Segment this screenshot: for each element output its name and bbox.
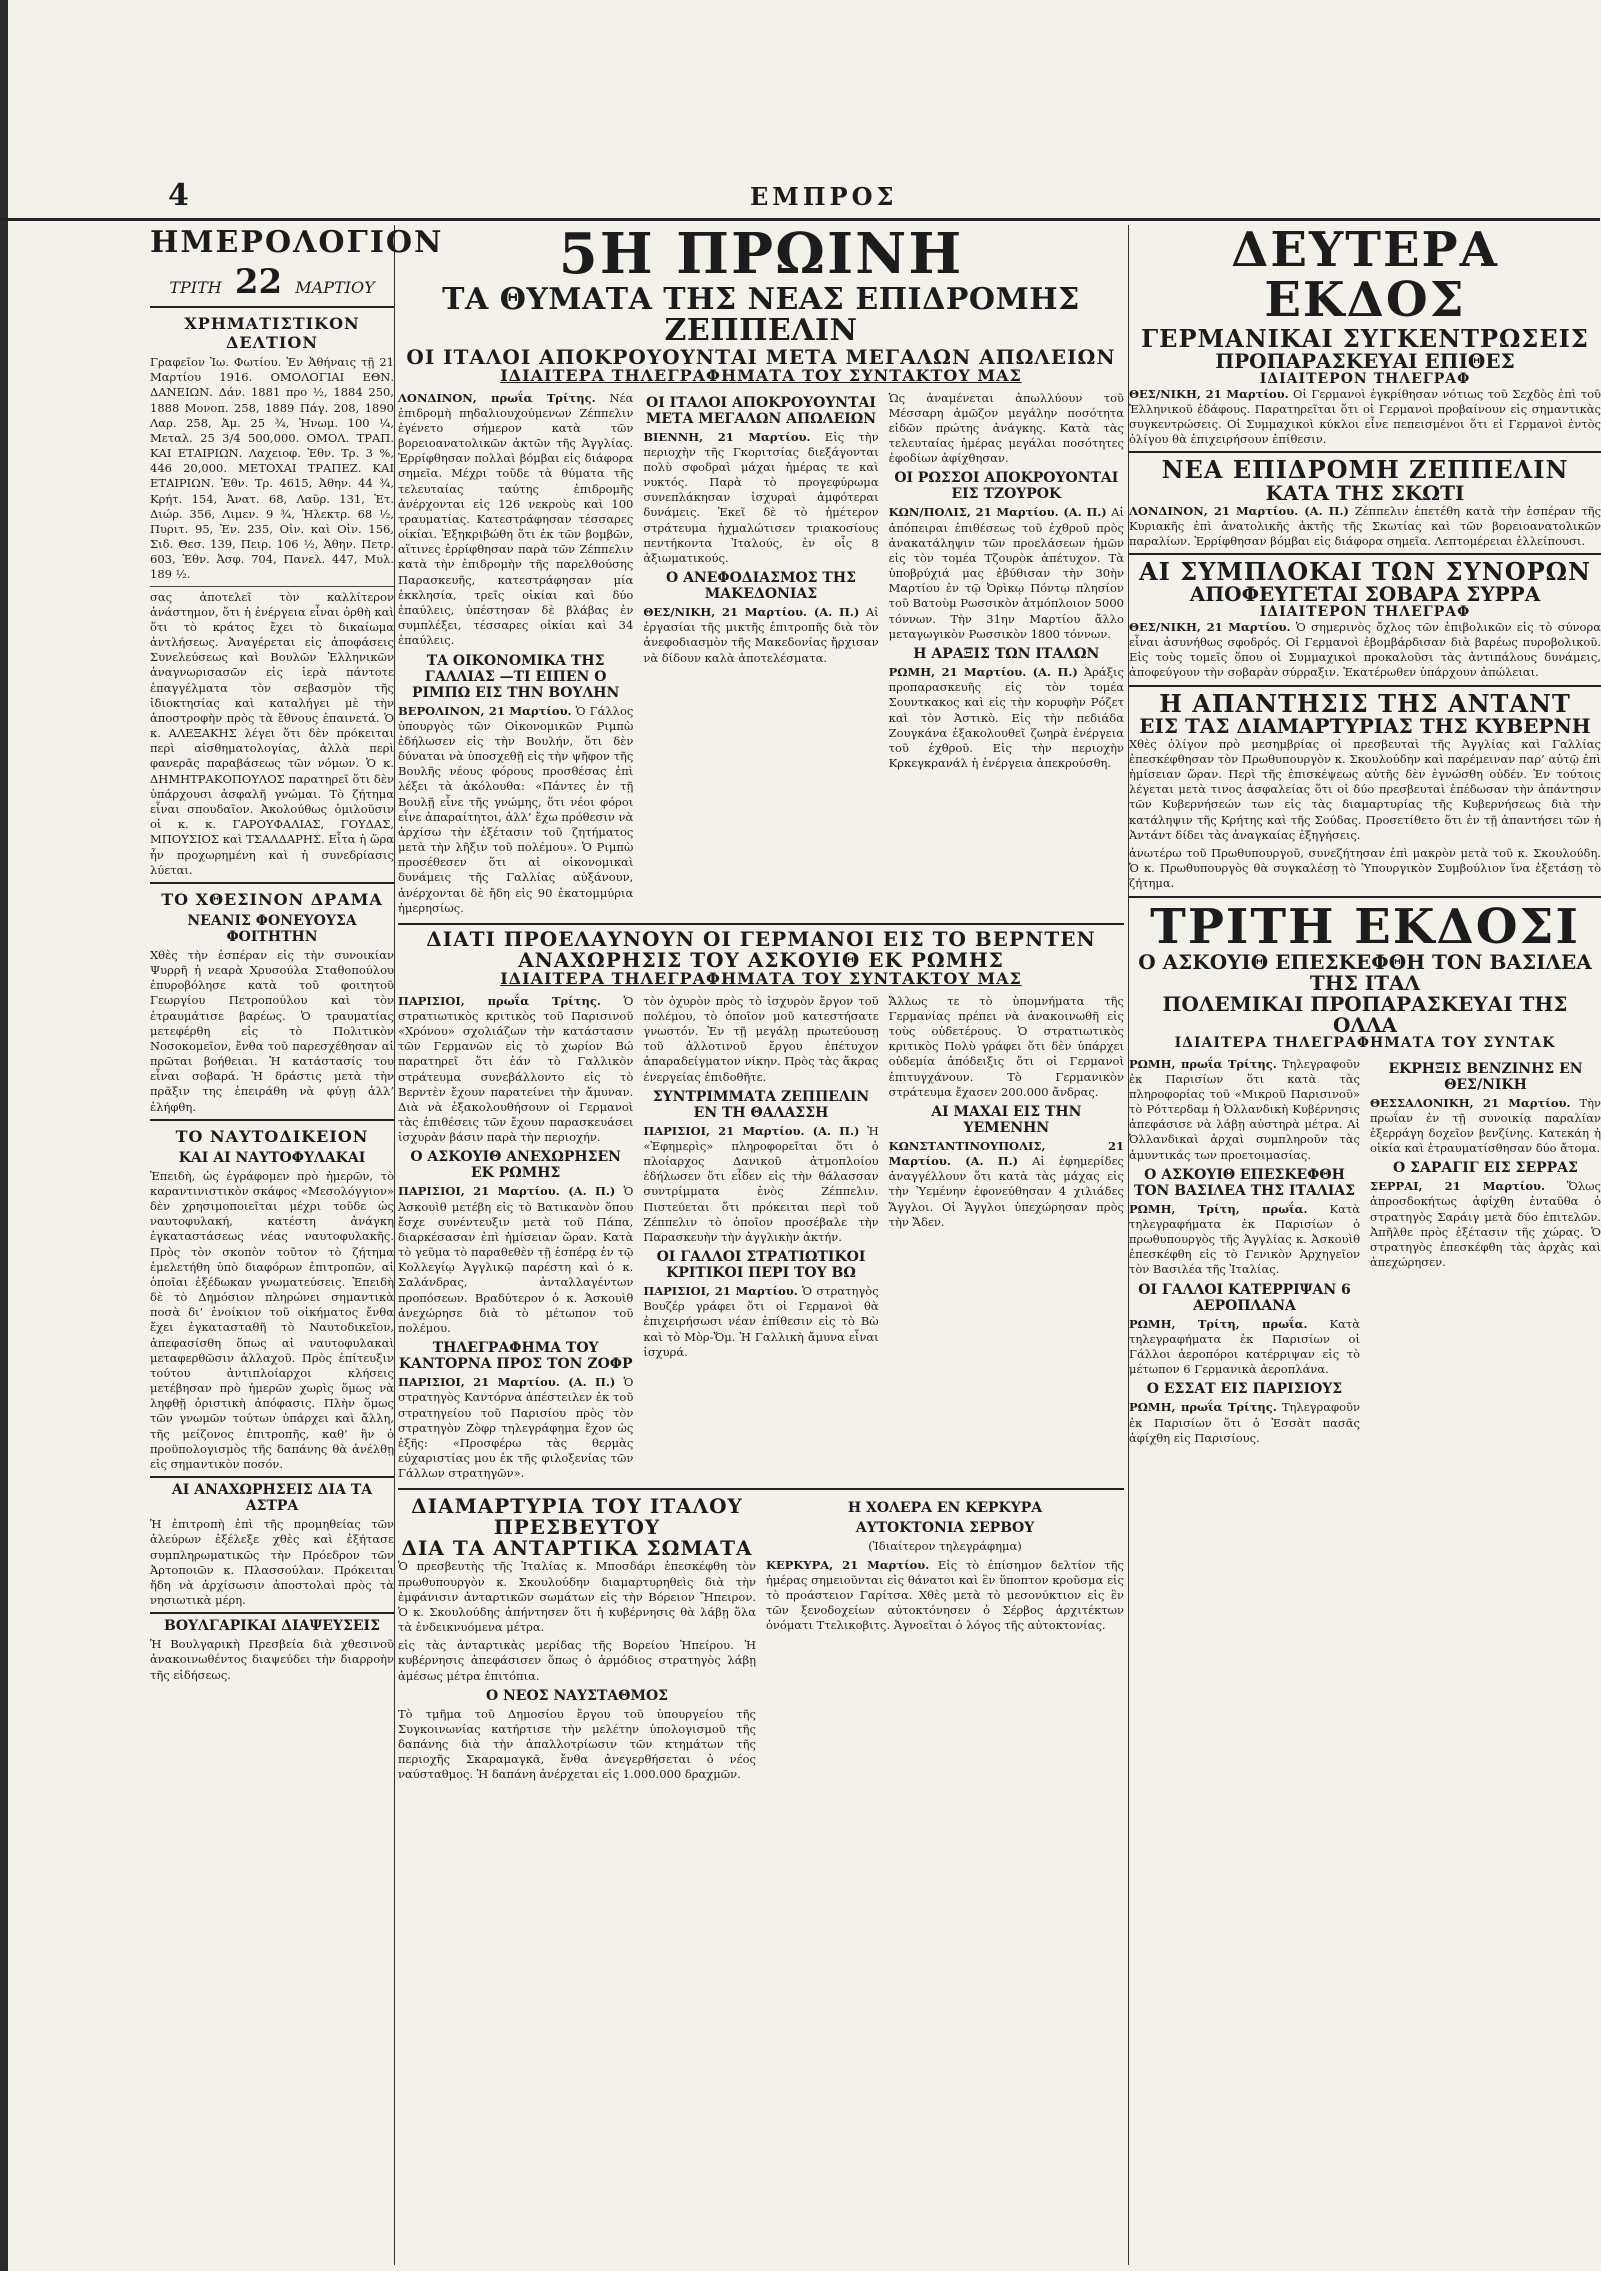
french-airplanes-heading: ΟΙ ΓΑΛΛΟΙ ΚΑΤΕΡΡΙΨΑΝ 6 ΑΕΡΟΠΛΑΝΑ (1138, 1281, 1351, 1314)
benzine-dateline: ΘΕΣΣΑΛΟΝΙΚΗ, 21 Μαρτίου. (1370, 1095, 1571, 1110)
navy-yard-text: Τὸ τμῆμα τοῦ Δημοσίου ἔργου τοῦ ὑπουργείου τῆς Συγκοινωνίας κατήρτισε τὴν μελέτην ὑπολογισμοῦ τῆς δαπάνης διὰ τὴν ἀπαλλοτρίωσιν τῶν κτημάτων τῆς περιοχῆς Σκαραμαγκᾶ, ἔνθα ἀνεγερθήσεται ὁ νέος ναύσταθμος. Ἡ δαπάνη ἀνέρχεται εἰς 1.000.000 δραχμῶν. (398, 1706, 756, 1782)
serres-text: Ὅλως ἀπροσδοκήτως ἀφίχθη ἐνταῦθα ὁ στρατηγὸς Σαράιγ μετὰ δύο ἐπιτελῶν. Ἀπῆλθε πρὸς ἐξέτασιν τῆς χώρας. Ὁ στρατηγὸς ἐπεσκέφθη τὰς ἀρχὰς καὶ ἀπεχώρησεν. (1370, 1179, 1601, 1270)
london-dateline: ΛΟΝΔΙΝΟΝ, πρωΐα Τρίτης. (398, 390, 596, 405)
entente-reply-subheadline: ΕΙΣ ΤΑΣ ΔΙΑΜΑΡΤΥΡΙΑΣ ΤΗΣ ΚΥΒΕΡΝΗ (1139, 713, 1591, 738)
special-telegrams-label: ΙΔΙΑΙΤΕΡΑ ΤΗΛΕΓΡΑΦΗΜΑΤΑ ΤΟΥ ΣΥΝΤΑΚΤΟΥ ΜΑΣ (500, 365, 1022, 385)
london-text: Νέα ἐπιδρομὴ πηδαλιουχούμενων Ζέππελιν ἐγένετο σήμερον κατὰ τῶν βορειοανατολικῶν ἀκτῶν τῆς Ἀγγλίας. Ἐρρίφθησαν πολλαὶ βόμβαι εἰς διάφορα σημεῖα. Μέχρι τοῦδε τὰ θύματα τῆς τελευταίας ταύτης ἐπιδρομῆς ἀνέρχονται εἰς 126 νεκροὺς καὶ 100 τραυματίας. Κατεστράφησαν τέσσαρες οἰκίαι. Ἐξηκριβώθη ὅτι ἐκ τῶν βομβῶν, αἵτινες ἐρρίφθησαν παρὰ τῶν Ζέππελιν κατὰ τὴν ἐπιδρομὴν τῆς παρελθούσης Παρασκευῆς, κατεστράφησαν μία ἐκκλησία, τρεῖς οἰκίαι καὶ δύο ἐπαύλεις, ὑπέστησαν δὲ βλάβας ἐν συμπλέξει, τέσσαρες οἰκίαι καὶ 34 ἐπαύλεις. (398, 390, 634, 648)
zeppelin-wreck-dateline: ΠΑΡΙΣΙΟΙ, 21 Μαρτίου. (Α. Π.) (643, 1123, 860, 1138)
right-column (1128, 222, 1601, 2265)
sarrail-heading: Ο ΣΑΡΑΓΙΓ ΕΙΣ ΣΕΡΡΑΣ (1393, 1160, 1578, 1177)
cadorna-story (398, 1375, 633, 1481)
border-clashes-dateline: ΘΕΣ/ΝΙΚΗ, 21 Μαρτίου. (1129, 619, 1291, 634)
paris-dateline: ΠΑΡΙΣΙΟΙ, πρωΐα Τρίτης. (398, 993, 601, 1008)
second-edition-banner: ΔΕΥΤΕΡΑ ΕΚΔΟΣ (1231, 222, 1499, 329)
zeppelin-wreck-heading: ΣΥΝΤΡΙΜΜΑΤΑ ΖΕΠΠΕΛΙΝ ΕΝ ΤΗ ΘΑΛΑΣΣΗ (652, 1088, 870, 1121)
cadorna-text: Ὁ στρατηγὸς Καντόρνα ἀπέστειλεν ἐκ τοῦ στρατηγείου τοῦ Παρισίου πρὸς τὸν στρατηγὸν Ζὸφρ τηλεγράφημα ἔχον ὡς ἑξῆς: «Προσφέρω τὰς θερμὰς εὐχαριστίας μου ἐκ τῆς φιλοξενίας τῶν Γάλλων στρατηγῶν». (398, 1375, 634, 1481)
supplies-text: Ὡς ἀναμένεται ἀπωλλύουν τοῦ Μέσσαρη ἀμῶζον μεγάλην ποσότητα εἰδῶν πρώτης ἀνάγκης. Κατὰ τὰς τελευταίας ἡμέρας μεγάλαι ποσότητες ἐφοδίων ἀφίχθησαν. (888, 390, 1124, 466)
zeppelin-raid-subheadline: ΚΑΤΑ ΤΗΣ ΣΚΩΤΙ (1265, 480, 1465, 505)
rome-text-1: Τηλεγραφοῦν ἐκ Παρισίων ὅτι κατὰ τὰς πληροφορίας τοῦ «Μικροῦ Παρισινοῦ» τὸ Ρόττερδαμ ἡ Ὀλλανδικὴ Κυβέρνησις ἀπεφάσισε νὰ λάβῃ αὐστηρὰ μέτρα. Αἱ Ὀλλανδικαὶ ἀρχαὶ συμπληροῦν τὰς ἀμυντικάς των προετοιμασίας. (1129, 1056, 1361, 1162)
rome-story-4 (1129, 1400, 1360, 1446)
yemen-dateline: ΚΩΝΣΤΑΝΤΙΝΟΥΠΟΛΙΣ, 21 Μαρτίου. (Α. Π.) (888, 1138, 1124, 1169)
yemen-heading: ΑΙ ΜΑΧΑΙ ΕΙΣ ΤΗΝ ΥΕΜΕΝΗΝ (931, 1103, 1082, 1136)
paper-name: ΕΜΠΡΟΣ (750, 182, 898, 211)
drama-text: Χθὲς τὴν ἑσπέραν εἰς τὴν συνοικίαν Ψυρρῆ ἡ νεαρὰ Χρυσούλα Σταθοπούλου ἐπυροβόλησε κατὰ τοῦ φοιτητοῦ Γεωργίου Πετροπούλου καὶ τὸν ἐτραυμάτισε βαρέως. Ὁ τραυματίας μετεφέρθη εἰς τὸ Πολιτικὸν Νοσοκομεῖον, ἔνθα τοῦ παρεσχέθησαν αἱ πρῶται βοήθειαι. Ἡ κατάστασίς του εἶναι σοβαρά. Ἡ δράστις μετὰ τὴν πρᾶξιν της ἐπειράθη νὰ φύγῃ ἀλλ’ ἐλήφθη. (150, 947, 394, 1114)
story-block-1 (398, 391, 1124, 919)
story-block-2 (398, 994, 1124, 1485)
center-column (398, 221, 1124, 2265)
dutch-preparations-headline: ΠΟΛΕΜΙΚΑΙ ΠΡΟΠΑΡΑΣΚΕΥΑΙ ΤΗΣ ΟΛΛΑ (1162, 991, 1568, 1037)
asquith-text: Ὁ Ἀσκουὶθ μετέβη εἰς τὸ Βατικανὸν ὅπου ἔσχε συνέντευξιν μετὰ τοῦ Πάπα, διαρκέσασαν ἐπὶ ἡμίσειαν ὥραν. Κατὰ τὸ γεῦμα τὸ παραθεθὲν τῇ ἑσπέρᾳ ἐν τῷ Κολλεγίῳ Ἀγγλικῷ παρέστη καὶ ὁ κ. Σαλάνδρας, ἀνταλλαγέντων προπόσεων. Βραδύτερον ὁ κ. Ἀσκουὶθ ἀνεχώρησε διὰ τὸ μέτωπον τοῦ πολέμου. (398, 1184, 634, 1335)
zeppelin-wreck-story (643, 1124, 878, 1245)
fortress-text: τὸν ὀχυρὸν πρὸς τὸ ἰσχυρὸν ἔργον τοῦ πολέμου, τὸ ὁποῖον μοῦ κατεστήσατε γνωστόν. Ἐν τῇ μεγάλῃ πρωτεύουσῃ τοῦ ἀλλοτινοῦ ἔργου ἐπέτυχον ἀπαραδείγματον νίκην. Πρὸς τὰς ἄκρας ἐνεργείας ἐπιδοθῆτε. (643, 993, 879, 1084)
drama-subheading: ΝΕΑΝΙΣ ΦΟΝΕΥΟΥΣΑ ΦΟΙΤΗΤΗΝ (187, 912, 357, 945)
russians-text: Αἱ ἀπόπειραι ἐπιθέσεως τοῦ ἐχθροῦ πρὸς ἀνακατάληψιν τῶν προελάσεων ἡμῶν εἰς τὸν τομέα Τζουρὸκ ἀπέτυχον. Τὰ ὑποβρύχιά μας ἐβύθισαν τὴν 30ὴν Μαρτίου ἐν τῷ Ὀρὶκῳ Πόντῳ πλησίον τοῦ Βατοὺμ Ρωσσικὸν ἀτμόπλοιον 5000 τόννων. Τὴν 31ην Μαρτίου ἄλλο μεταγωγικὸν Ρωσσικὸν 1800 τόννων. (888, 505, 1124, 641)
cholera-text: Εἰς τὸ ἐπίσημον δελτίον τῆς ἡμέρας σημειοῦνται εἰς θάνατοι καὶ ἓν ὕποπτον κροῦσμα εἰς τὸ προάστειον Γαρίτσα. Χθὲς μετὰ τὸ μεσονύκτιον εἰς ἓν τῶν ξενοδοχείων αὐτοκτόνησεν ὁ Σέρβος ἀρχιτέκτων ὀνόματι Ττελικοβιτς. Ἀγνοεῖται ὁ λόγος τῆς αὐτοκτονίας. (766, 1557, 1124, 1633)
benzine-heading: ΕΚΡΗΞΙΣ ΒΕΝΖΙΝΗΣ ΕΝ ΘΕΣ/ΝΙΚΗ (1388, 1060, 1583, 1093)
rome-text: Ἀράξις προπαρασκευῆς εἰς τὸν τομέα Σουντκακος καὶ εἰς τὴν κορυφὴν Ρόζετ καὶ τὸν Ἀστικὸ. Εἰς τὴν πεδιάδα Ζουγκάνα ἐξακολουθεῖ ζωηρὰ ἐνέργεια τοῦ ἐχθροῦ. Εἰς τὴν περιοχὴν Κρκεγκρανάλ ἡ ἐνέργεια ἀπεκρούσθη. (888, 665, 1124, 771)
yemen-story (889, 1139, 1124, 1230)
calendar-month: ΜΑΡΤΙΟΥ (295, 278, 375, 297)
benzine-text: Τὴν πρωΐαν ἐν τῇ συνοικίᾳ παραλίαν ἐξερράγη δοχεῖον βενζίνης. Κατεκάη ἡ οἰκία καὶ ἐτραυματίσθησαν δύο ἄτομα. (1370, 1095, 1601, 1156)
cholera-heading: Η ΧΟΛΕΡΑ ΕΝ ΚΕΡΚΥΡΑ (847, 1500, 1043, 1517)
drama-heading: ΤΟ ΧΘΕΣΙΝΟΝ ΔΡΑΜΑ (161, 889, 383, 909)
zeppelin-wreck-text: Ἡ «Ἐφημερὶς» πληροφορεῖται ὅτι ὁ πλοίαρχος Δανικοῦ ἀτμοπλοίου ἐδήλωσεν ὅτι εἶδεν εἰς τὴν θάλασσαν συντρίμματα ἑνὸς Ζέππελιν. Πιστεύεται ὅτι πρόκειται περὶ τοῦ Ζέππελιν τὸ ὁποῖον προσέβαλε τὴν Παρασκευὴν τὴν ἀγγλικὴν ἀκτήν. (643, 1123, 879, 1244)
entente-reply-text: Χθὲς ὀλίγον πρὸ μεσημβρίας οἱ πρεσβευταὶ τῆς Ἀγγλίας καὶ Γαλλίας ἐπεσκέφθησαν τὸν Πρωθυπουργὸν κ. Σκουλούδην καὶ παρέμειναν παρ’ αὐτῷ ἐπὶ ἡμίσειαν ὥραν. Περὶ τῆς ἐπισκέψεως αὐτῆς δὲν ἐγνώσθη οὐδέν. Ἐν τούτοις λέγεται μετὰ τινος ἀσφαλείας ὅτι οἱ δύο πρεσβευταὶ ἐπέδωσαν τὴν ἀπάντησιν τῶν Κυβερνήσεών των εἰς τὰς διαμαρτυρίας τῆς Κυβερνήσεως διὰ τὴν κατάληψιν τῆς Κρήτης καὶ τῆς Σούδας. Προσετίθετο ὅτι ἐν τῇ ἀπαντήσει τῶν ἡ Ἀντάντ δίδει τὰς ἀναγκαίας ἐξηγήσεις. (1129, 736, 1601, 842)
london-story (398, 391, 633, 649)
critics-story (643, 1284, 878, 1360)
rome-text-3: Κατὰ τηλεγραφήματα ἐκ Παρισίων οἱ Γάλλοι ἀεροπόροι κατέρριψαν εἰς τὸ μέτωπον 6 Γερμανικὰ ἀεροπλάνα. (1129, 1316, 1361, 1377)
calendar-title: ΗΜΕΡΟΛΟΓΙΟΝ (150, 225, 444, 260)
rome-story-3 (1129, 1317, 1360, 1378)
speech-text: σας ἀποτελεῖ τὸν καλλίτερον ἀνάστημον, ὅτι ἡ ἐνέργεια εἶναι ὀρθὴ καὶ ὅτι τὸ κράτος ἔχει τὸ δικαίωμα ἀντλήσεως. Ἀναγέρεται εἰς ἀποφάσεις Συνελεύσεως καὶ Βουλῶν Ἑλληνικῶν ἀναγνωρισασῶν εἰς ἱερὰ πάντοτε ἐπαγγέλματα τὸν σεβασμὸν τῆς ἰδιοκτησίας καὶ καταλήγει μὲ τὴν ἀποστροφὴν πρὸς τὰ ἔθνους ἐπαινετά. Ὁ κ. ΑΛΕΞΑΚΗΣ λέγει ὅτι δὲν πρόκειται περὶ αἰσθηματολογίας, ἀλλὰ περὶ φανερᾶς παραβάσεως τῶν νόμων. Ὁ κ. ΔΗΜΗΤΡΑΚΟΠΟΥΛΟΣ παρατηρεῖ ὅτι δὲν ὑπάρχουσι ἀσφαλῆ γνώμαι. Τὸ ζήτημα εἶναι σπουδαῖον. Ἀκολούθως ὁμιλοῦσιν οἱ κ. κ. ΓΑΡΟΥΦΑΛΙΑΣ, ΓΟΥΔΑΣ, ΜΠΟΥΣΙΟΣ καὶ ΤΣΑΛΔΑΡΗΣ. Εἶτα ἡ ὥρα ἦν προχωρημένη καὶ ἡ συνεδρίασις λύεται. (150, 589, 394, 877)
italians-text: Εἰς τὴν περιοχὴν τῆς Γκοριτσίας διεξάγονται πολὺ σφοδραὶ μάχαι ἡμέρας τε καὶ νυκτός. Παρὰ τὸ προγεφύρωμα συνεπλάκησαν ἰσχυραὶ ἀμφότεραι δυνάμεις. Ἐκεῖ δὲ τὸ ἡμέτερον στράτευμα ἠχμαλώτισεν τριακοσίους πεντήκοντα Ἰταλούς, ἐν οἷς 8 ἀξιωματικούς. (643, 429, 879, 565)
essad-heading: Ο ΕΣΣΑΤ ΕΙΣ ΠΑΡΙΣΙΟΥΣ (1146, 1381, 1343, 1398)
macedonia-text: Αἱ ἐργασίαι τῆς μικτῆς ἐπιτροπῆς διὰ τὸν ἀνεφοδιασμὸν τῆς Μακεδονίας ἤρχισαν νὰ δίδουν καλὰ ἀποτελέσματα. (643, 605, 879, 665)
russians-story (889, 505, 1124, 642)
italian-action-heading: Η ΑΡΑΞΙΣ ΤΩΝ ΙΤΑΛΩΝ (913, 646, 1100, 662)
border-clashes-subheadline: ΑΠΟΦΕΥΓΕΤΑΙ ΣΟΒΑΡΑ ΣΥΡΡΑ (1189, 582, 1541, 607)
border-clashes-text: Ὁ σημερινὸς ὄχλος τῶν ἐπιβολικῶν εἰς τὸ σύνορα εἶναι ἀσυνήθως σφοδρός. Οἱ Γερμανοὶ ἐβομβάρδισαν διὰ βαρέως πυροβολικοῦ. Εἰς τοὺς τομεῖς ὅπου οἱ Συμμαχικοὶ προκαλοῦσι τὰς ἀντιπάλους δυνάμεις, ἀποφεύγουν τὴν σοβαρὰν σύρραξιν. Ἑκατέρωθεν ὑπάρχουν ἀπώλειαι. (1129, 619, 1601, 680)
finance-heading: ΤΑ ΟΙΚΟΝΟΜΙΚΑ ΤΗΣ ΓΑΛΛΙΑΣ —ΤΙ ΕΙΠΕΝ Ο ΡΙΜΠΩ ΕΙΣ ΤΗΝ ΒΟΥΛΗΝ (411, 652, 620, 701)
border-clashes-headline: ΑΙ ΣΥΜΠΛΟΚΑΙ ΤΩΝ ΣΥΝΟΡΩΝ (1139, 557, 1591, 587)
edition-banner: 5Η ΠΡΩΙΝΗ (558, 221, 964, 287)
protest-subheading: ΔΙΑ ΤΑ ΑΝΤΑΡΤΙΚΑ ΣΩΜΑΤΑ (401, 1536, 753, 1561)
finance-story (398, 704, 633, 916)
protest-text-2: εἰς τὰς ἀνταρτικὰς μερίδας τῆς Βορείου Ἠπείρου. Ἡ κυβέρνησις ἀπεφάσισεν ὅπως ὁ ἀρμόδιος στρατηγὸς λάβῃ ἀμέσως μέτρα ἐπιτόπια. (398, 1638, 756, 1683)
russians-dateline: ΚΩΝ/ΠΟΛΙΣ, 21 Μαρτίου. (Α. Π.) (888, 505, 1107, 520)
calendar-date (150, 262, 394, 302)
naval-text: Ἐπειδὴ, ὡς ἐγράφομεν πρὸ ἡμερῶν, τὸ καραντινιστικὸν σκάφος «Μεσολόγγιον» δὲν χρησιμοποιεῖται μέχρι τοῦδε ὡς ναυτοφυλακή, κατέστη ἀνάγκη ἐγκαταστάσεως νέας ναυτοφυλακῆς. Πρὸς τὸν σκοπὸν τοῦτον τὸ ζήτημα ἐμελετήθη ὑπὸ διαφόρων ἐπιτροπῶν, αἱ ὁποῖαι ἐξέδωκαν γνωματεύσεις. Ἐπειδὴ δὲ τὸ Δημόσιον πληρώνει σημαντικὰ ποσὰ δι’ ἐνοίκιον τοῦ οἰκήματος ἔνθα ἔχει ἐγκατασταθῆ τὸ Ναυτοδικεῖον, ἀπεφασίσθη ὅπως αἱ ναυτοφυλακαὶ μεταφερθῶσιν ἀλλαχοῦ. Πρὸς ἐπίτευξιν τούτου ἀντιπλοίαρχοι κλήσεις μετέβησαν πρὸ ἡμερῶν χωρὶς ὅμως νὰ ληφθῇ ὁριστικὴ ἀπόφασις. Πλὴν ὅμως τῶν γνωμῶν τούτων ὑπάρχει καὶ ἄλλη, τῆς μείζονος ἐπιτροπῆς, καθ’ ἣν ὁ προϋπολογισμὸς τῆς δαπάνης θὰ ἀνέλθῃ εἰς σημαντικὸν ποσόν. (150, 1168, 394, 1471)
cholera-subheading: ΑΥΤΟΚΤΟΝΙΑ ΣΕΡΒΟΥ (855, 1520, 1035, 1537)
thessaloniki-text: Οἱ Γερμανοὶ ἐγκρίθησαν νότιως τοῦ Σεχδὸς ἐπὶ τοῦ Ἑλληνικοῦ ἐδάφους. Παρατηρεῖται ὅτι οἱ Γερμανοὶ προβαίνουν εἰς σημαντικὰς συγκεντρώσεις. Οἱ Συμμαχικοὶ κύκλοι εἶνε πεπεισμένοι ὅτι εἰ Γερμανοὶ ἐντὸς ὀλίγου θὰ ἐπιχειρήσουν ἐπίθεσιν. (1129, 386, 1601, 447)
attack-preparations-headline: ΠΡΟΠΑΡΑΣΚΕΥΑΙ ΕΠΙΘΕΣ (1215, 348, 1515, 373)
special-telegram-label-3: ΙΔΙΑΙΤΕΡΟΝ ΤΗΛΕΓΡΑΦ (1259, 370, 1471, 387)
special-telegrams-label-2: ΙΔΙΑΙΤΕΡΑ ΤΗΛΕΓΡΑΦΗΜΑΤΑ ΤΟΥ ΣΥΝΤΑΚΤΟΥ ΜΑΣ (500, 968, 1022, 988)
macedonia-story (643, 605, 878, 666)
main-subheadline: ΟΙ ΙΤΑΛΟΙ ΑΠΟΚΡΟΥΟΥΝΤΑΙ ΜΕΤΑ ΜΕΓΑΛΩΝ ΑΠΩΛΕΙΩΝ (406, 344, 1116, 369)
calendar-number: 22 (234, 262, 283, 302)
border-clashes-story (1129, 620, 1601, 681)
special-telegrams-label-5: ΙΔΙΑΙΤΕΡΑ ΤΗΛΕΓΡΑΦΗΜΑΤΑ ΤΟΥ ΣΥΝΤΑΚ (1174, 1034, 1556, 1051)
rome-story-1 (1129, 1057, 1360, 1163)
macedonia-heading: Ο ΑΝΕΦΟΔΙΑΣΜΟΣ ΤΗΣ ΜΑΚΕΔΟΝΙΑΣ (666, 570, 856, 603)
zeppelin-raid-story (1129, 504, 1601, 550)
special-telegram-label-4: ΙΔΙΑΙΤΕΡΟΝ ΤΗΛΕΓΡΑΦ (1259, 604, 1471, 621)
entente-reply-text-2: ἀνωτέρω τοῦ Πρωθυπουργοῦ, συνεζήτησαν ἐπὶ μακρὸν μετὰ τοῦ κ. Σκουλούδη. Ὁ κ. Πρωθυπουργὸς θὰ συγκαλέσῃ τὸ Ὑπουργικὸν Συμβούλιον ἵνα ἐξετάσῃ τὸ ζήτημα. (1129, 846, 1601, 891)
protest-text: Ὁ πρεσβευτὴς τῆς Ἰταλίας κ. Μποσδάρι ἐπεσκέφθη τὸν πρωθυπουργὸν κ. Σκουλούδην διαμαρτυρηθεὶς διὰ τὴν ἐμφάνισιν ἀνταρτικῶν σωμάτων εἰς τὴν Βόρειον Ἤπειρον. Ὁ κ. Σκουλούδης ἀπήντησεν ὅτι ἡ κυβέρνησις θὰ λάβῃ ὅλα τὰ ἐνδεικνυόμενα μέτρα. (398, 1559, 756, 1635)
story-block-3 (398, 1496, 1124, 1785)
zeppelin-raid-text: Ζέππελιν ἐπετέθη κατὰ τὴν ἑσπέραν τῆς Κυριακῆς ἐπὶ ἀνατολικῆς ἀκτῆς τῆς Σκωτίας καὶ τῶν βορειοανατολικῶν παραλίων. Ἐρρίφθησαν βόμβαι εἰς διάφορα σημεῖα. Λεπτομέρειαι ἐλλείπουσι. (1129, 503, 1601, 548)
cadorna-heading: ΤΗΛΕΓΡΑΦΗΜΑ ΤΟΥ ΚΑΝΤΟΡΝΑ ΠΡΟΣ ΤΟΝ ΖΟΦΡ (398, 1340, 633, 1373)
departures-heading: ΑΙ ΑΝΑΧΩΡΗΣΕΙΣ ΔΙΑ ΤΑ ΑΣΤΡΑ (171, 1482, 373, 1515)
third-edition-banner: ΤΡΙΤΗ ΕΚΔΟΣΙ (1150, 898, 1580, 955)
cholera-note: (Ἰδιαίτερον τηλεγράφημα) (868, 1539, 1022, 1554)
serres-dateline: ΣΕΡΡΑΙ, 21 Μαρτίου. (1370, 1179, 1545, 1194)
rome-dateline-1: ΡΩΜΗ, πρωΐα Τρίτης. (1129, 1056, 1277, 1071)
yemen-text: Αἱ ἐφημερίδες ἀναγγέλλουν ὅτι κατὰ τὰς μάχας εἰς τὴν Ὑεμένην ἐφονεύθησαν 4 χιλιάδες Ἄγγλοι. Οἱ Ἄγγλοι ὑπεχώρησαν πρὸς τὴν Ἄδεν. (888, 1154, 1124, 1229)
italians-story (643, 430, 878, 567)
masthead (0, 178, 1600, 221)
german-concentrations-headline: ΓΕΡΜΑΝΙΚΑΙ ΣΥΓΚΕΝΤΡΩΣΕΙΣ (1141, 323, 1589, 353)
bulgarian-denials-heading: ΒΟΥΛΓΑΡΙΚΑΙ ΔΙΑΨΕΥΣΕΙΣ (164, 1618, 380, 1635)
memorandum-text: Ἄλλως τε τὸ ὑπομνήματα τῆς Γερμανίας πρέπει νὰ ἀνακοινωθῆ εἰς τοὺς οὐδετέρους. Ὁ στρατιωτικὸς κριτικὸς Πολὺ γράφει ὅτι δὲν ὑπάρχει οὐδεμία ἀπόδειξις ὅτι οἱ Γερμανοὶ ἐπιτυγχάνουν. Τὸ Γερμανικὸν στράτευμα ἔχασεν 200.000 ἄνδρας. (888, 993, 1124, 1099)
page-number: 4 (168, 178, 189, 213)
finance-text: Ὁ Γάλλος ὑπουργὸς τῶν Οἰκονομικῶν Ριμπὼ ἐδήλωσεν εἰς τὴν Βουλήν, ὅτι δὲν δύναται νὰ ὑποσχεθῇ εἰς τὴν ψῆφον τῆς Βουλῆς νέους φόρους προσθέσας ἐπὶ λέξει τὰ ἀκόλουθα: «Πάντες ἐν τῇ Βουλῇ εἶνε τῆς γνώμης, ὅτι νέοι φόροι εἶνε ἀπαραίτητοι, ἀλλ’ ἔχω πρόθεσιν νὰ ἀρχίσω τὴν ἐξέτασιν τοῦ ζητήματος μετὰ τὴν λῆξιν τοῦ πολέμου». Ὁ Ριμπὼ προσέθεσεν ὅτι αἱ οἰκονομικαὶ δυνάμεις τῆς Γαλλίας αὐξάνουν, ἀνέρχονται δὲ ἤδη εἰς 90 ἑκατομμύρια ἡμερησίως. (398, 703, 634, 915)
verdun-headline: ΔΙΑΤΙ ΠΡΟΕΛΑΥΝΟΥΝ ΟΙ ΓΕΡΜΑΝΟΙ ΕΙΣ ΤΟ ΒΕΡΝΤΕΝ (426, 926, 1096, 951)
italians-dateline: ΒΙΕΝΝΗ, 21 Μαρτίου. (643, 429, 811, 444)
naval-heading: ΤΟ ΝΑΥΤΟΔΙΚΕΙΟΝ (175, 1126, 369, 1146)
asquith-left-heading: Ο ΑΣΚΟΥΙΘ ΑΝΕΧΩΡΗΣΕΝ ΕΚ ΡΩΜΗΣ (410, 1149, 621, 1182)
market-heading: ΧΡΗΜΑΤΙΣΤΙΚΟΝ ΔΕΛΤΙΟΝ (184, 314, 360, 352)
italians-heading: ΟΙ ΙΤΑΛΟΙ ΑΠΟΚΡΟΥΟΥΝΤΑΙ ΜΕΤΑ ΜΕΓΑΛΩΝ ΑΠΩΛΕΙΩΝ (645, 394, 877, 427)
cadorna-dateline: ΠΑΡΙΣΙΟΙ, 21 Μαρτίου. (Α. Π.) (398, 1375, 616, 1390)
critics-text: Ὁ στρατηγὸς Βουζέρ γράφει ὅτι οἱ Γερμανοὶ θὰ ἐπιχειρήσωσι νέαν ἐπίθεσιν εἰς τὸ Βὼ καὶ τὸ Μὸρ-Ὄμ. Ἡ Γαλλικὴ ἄμυνα εἶναι ἰσχυρά. (643, 1284, 879, 1359)
navy-yard-heading: Ο ΝΕΟΣ ΝΑΥΣΤΑΘΜΟΣ (485, 1687, 669, 1704)
third-edition-stories (1129, 1057, 1601, 1449)
thessaloniki-story (1129, 387, 1601, 448)
left-column (150, 225, 444, 2265)
rome-dateline-3: ΡΩΜΗ, Τρίτη, πρωΐα. (1129, 1316, 1308, 1331)
paris-story (398, 994, 633, 1146)
protest-heading: ΔΙΑΜΑΡΤΥΡΙΑ ΤΟΥ ΙΤΑΛΟΥ ΠΡΕΣΒΕΥΤΟΥ (411, 1494, 743, 1540)
macedonia-dateline: ΘΕΣ/ΝΙΚΗ, 21 Μαρτίου. (Α. Π.) (643, 605, 860, 620)
market-text: Γραφεῖον Ἰω. Φωτίου. Ἐν Ἀθήναις τῇ 21 Μαρτίου 1916. ΟΜΟΛΟΓΙΑΙ ΕΘΝ. ΔΑΝΕΙΩΝ. Δάν. 1881 προ ½, 1884 250, 1888 Μονοπ. 258, 1889 Πάγ. 208, 1890 Λαρ. 258, Ἀμ. 25 ¾, Ἠνωμ. 100 ¼, Μεταλ. 25 3/4 500,000. ΟΜΟΛ. ΤΡΑΠ. ΚΑΙ ΕΤΑΙΡΙΩΝ. Λαχειοφ. Ἐθν. Τρ. 3 %, 446 20,000. ΜΕΤΟΧΑΙ ΤΡΑΠΕΖ. ΚΑΙ ΕΤΑΙΡΙΩΝ. Ἐθν. Τρ. 4615, Ἀθην. 44 ¾, Κρήτ. 154, Ἀνατ. 68, Λαῦρ. 131, Ἐτ. Διώρ. 356, Λιμεν. 9 ¾, Ἠλεκτρ. 68 ½, Πυριτ. 95, Ἐν. 235, Οἰν. καὶ Οἰν. 156, Σιδ. Θεσ. 139, Πειρ. 106 ½, Ἀθην. Πετρ. 603, Ἐθν. Ἀσφ. 704, Πανελ. 447, Μυλ. 189 ½. (150, 355, 394, 582)
rome-text-2: Κατὰ τηλεγραφήματα ἐκ Παρισίων ὁ πρωθυπουργὸς τῆς Ἀγγλίας κ. Ἀσκουὶθ ἐπεσκέφθη εἰς τὸ Γενικὸν Ἀρχηγεῖον τὸν Βασιλέα τῆς Ἰταλίας. (1129, 1201, 1361, 1277)
calendar-day: ΤΡΙΤΗ (169, 278, 222, 297)
main-headline: ΤΑ ΘΥΜΑΤΑ ΤΗΣ ΝΕΑΣ ΕΠΙΔΡΟΜΗΣ ΖΕΠΠΕΛΙΝ (442, 281, 1080, 349)
bulgarian-denials-text: Ἡ Βουλγαρικὴ Πρεσβεία διὰ χθεσινοῦ ἀνακοινωθέντος διαψεύδει τὴν διαρροὴν τῆς εἰδήσεως. (150, 1637, 394, 1682)
departures-text: Ἡ ἐπιτροπὴ ἐπὶ τῆς προμηθείας τῶν ἀλεύρων ἐξέλεξε χθὲς καὶ ἐξήτασε συμπληρωματικῶς τὴν Πρόεδρον τῶν Ἀρτοποιῶν κ. Πλασσούλαν. Πρόκειται ἤδη νὰ ἀρχίσωσιν ἀποστολαὶ πρὸς τὰ νησιωτικὰ μέρη. (150, 1517, 394, 1608)
critics-heading: ΟΙ ΓΑΛΛΟΙ ΣΤΡΑΤΙΩΤΙΚΟΙ ΚΡΙΤΙΚΟΙ ΠΕΡΙ ΤΟΥ ΒΩ (656, 1249, 866, 1282)
rome-dateline: ΡΩΜΗ, 21 Μαρτίου. (Α. Π.) (888, 665, 1078, 679)
zeppelin-raid-headline: ΝΕΑ ΕΠΙΔΡΟΜΗ ΖΕΠΠΕΛΙΝ (1161, 455, 1569, 485)
rome-text-4: Τηλεγραφοῦν ἐκ Παρισίων ὅτι ὁ Ἐσσὰτ πασᾶς ἀφίχθη εἰς Παρισίους. (1129, 1400, 1361, 1445)
rome-dateline-4: ΡΩΜΗ, πρωΐα Τρίτης. (1129, 1400, 1277, 1415)
paris-text: Ὁ στρατιωτικὸς κριτικὸς τοῦ Παρισινοῦ «Χρόνου» σχολιάζων τὴν κατάστασιν τῶν Γερμανῶν εἰς τὸ χωρίον Βώ παρατηρεῖ ὅτι ἐάν τὸ Γαλλικὸν στράτευμα συνεβάλλοντο εἰς τὸ Βερντὲν ἔχουν παρατείνει τὴν ἄμυναν. Διὰ νὰ ἐξακολουθήσουν οἱ Γερμανοὶ τὰς ἐπιθέσεις τῶν ἔχουν παρασκευάσει ἰσχυρὰν βάσιν παρὰ τὴν περιοχήν. (398, 993, 634, 1145)
naval-subheading: ΚΑΙ ΑΙ ΝΑΥΤΟΦΥΛΑΚΑΙ (178, 1149, 366, 1166)
cholera-story (766, 1558, 1124, 1634)
thessaloniki-dateline: ΘΕΣ/ΝΙΚΗ, 21 Μαρτίου. (1129, 386, 1289, 401)
asquith-departure-headline: ΑΝΑΧΩΡΗΣΙΣ ΤΟΥ ΑΣΚΟΥΙΘ ΕΚ ΡΩΜΗΣ (518, 947, 1004, 972)
rome-story-2 (1129, 1202, 1360, 1278)
asquith-dateline: ΠΑΡΙΣΙΟΙ, 21 Μαρτίου. (Α. Π.) (398, 1184, 616, 1199)
russians-heading: ΟΙ ΡΩΣΣΟΙ ΑΠΟΚΡΟΥΟΝΤΑΙ ΕΙΣ ΤΖΟΥΡΟΚ (894, 470, 1119, 503)
cholera-dateline: ΚΕΡΚΥΡΑ, 21 Μαρτίου. (766, 1557, 930, 1572)
asquith-king-subheading: Ο ΑΣΚΟΥΙΘ ΕΠΕΣΚΕΦΘΗ ΤΟΝ ΒΑΣΙΛΕΑ ΤΗΣ ΙΤΑΛΙΑΣ (1133, 1166, 1356, 1199)
zeppelin-raid-dateline: ΛΟΝΔΙΝΟΝ, 21 Μαρτίου. (Α. Π.) (1129, 503, 1349, 518)
rome-story (889, 665, 1124, 771)
rome-dateline-2: ΡΩΜΗ, Τρίτη, πρωΐα. (1129, 1201, 1308, 1216)
finance-dateline: ΒΕΡΟΛΙΝΟΝ, 21 Μαρτίου. (398, 703, 572, 718)
serres-story (1370, 1179, 1601, 1270)
scan-edge-left (0, 0, 8, 2271)
benzine-story (1370, 1096, 1601, 1157)
asquith-king-headline: Ο ΑΣΚΟΥΙΘ ΕΠΕΣΚΕΦΘΗ ΤΟΝ ΒΑΣΙΛΕΑ ΤΗΣ ΙΤΑΛ (1138, 949, 1592, 995)
asquith-story (398, 1184, 633, 1336)
entente-reply-headline: Η ΑΠΑΝΤΗΣΙΣ ΤΗΣ ΑΝΤΑΝΤ (1159, 688, 1571, 718)
critics-dateline: ΠΑΡΙΣΙΟΙ, 21 Μαρτίου. (643, 1284, 798, 1299)
